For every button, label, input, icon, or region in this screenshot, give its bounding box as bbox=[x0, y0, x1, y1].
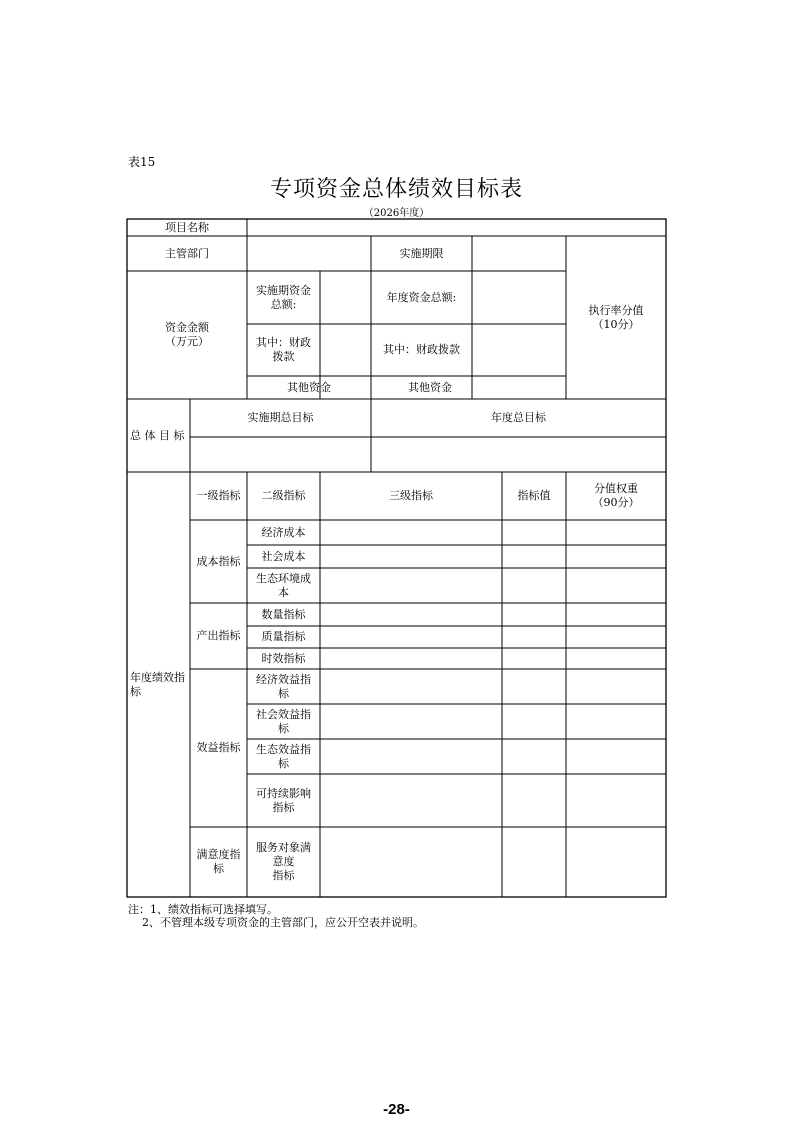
level2-ecological-cost: 生态环境成 本 bbox=[256, 571, 311, 599]
level2-economic-cost: 经济成本 bbox=[261, 525, 306, 539]
level1-satisfaction: 满意度指 标 bbox=[196, 848, 241, 875]
label-period-other: 其他资金 bbox=[287, 380, 331, 394]
page-subtitle: （2026年度） bbox=[363, 208, 430, 219]
label-period: 实施期限 bbox=[399, 246, 444, 260]
header-level2: 二级指标 bbox=[261, 489, 306, 503]
level2-quantity: 数量指标 bbox=[261, 607, 306, 621]
label-overall-goal: 总 体 目 标 bbox=[130, 428, 185, 442]
label-exec-rate: 执行率分值 （10分） bbox=[588, 303, 644, 331]
label-funds: 资金金额 （万元） bbox=[165, 321, 209, 348]
header-indicator-value: 指标值 bbox=[517, 489, 551, 503]
level2-economic-benefit: 经济效益指 标 bbox=[256, 672, 311, 700]
level2-social-benefit: 社会效益指 标 bbox=[256, 707, 311, 735]
label-project-name: 项目名称 bbox=[165, 220, 209, 234]
header-weight: 分值权重 （90分） bbox=[592, 482, 640, 509]
level1-output: 产出指标 bbox=[196, 629, 241, 643]
level2-timeliness: 时效指标 bbox=[261, 651, 306, 665]
header-level1: 一级指标 bbox=[196, 489, 241, 503]
note-1: 注：1、绩效指标可选择填写。 bbox=[128, 903, 278, 916]
level2-social-cost: 社会成本 bbox=[261, 549, 306, 563]
note-2: 2、不管理本级专项资金的主管部门，应公开空表并说明。 bbox=[128, 916, 424, 929]
label-annual-total: 年度资金总额: bbox=[386, 290, 457, 304]
label-department: 主管部门 bbox=[165, 246, 209, 260]
label-period-fiscal: 其中：财政 拨款 bbox=[256, 336, 311, 363]
label-annual-fiscal: 其中：财政拨款 bbox=[383, 343, 460, 357]
header-level3: 三级指标 bbox=[389, 489, 433, 503]
level2-ecological-benefit: 生态效益指 标 bbox=[256, 742, 311, 770]
label-annual-other: 其他资金 bbox=[408, 380, 452, 394]
notes bbox=[128, 903, 424, 929]
page-number: -28- bbox=[383, 1101, 410, 1118]
level2-service-satisfaction: 服务对象满 意度 指标 bbox=[256, 841, 311, 882]
label-period-total: 实施期资金 总额: bbox=[256, 283, 311, 311]
label-period-goal: 实施期总目标 bbox=[247, 411, 314, 425]
level2-sustainability: 可持续影响 指标 bbox=[256, 786, 311, 814]
table-id: 表15 bbox=[128, 155, 156, 169]
level1-benefit: 效益指标 bbox=[196, 741, 241, 755]
page-title: 专项资金总体绩效目标表 bbox=[269, 177, 523, 202]
level1-cost: 成本指标 bbox=[196, 554, 241, 568]
label-annual-indicators: 年度绩效指 标 bbox=[130, 670, 185, 698]
level2-quality: 质量指标 bbox=[261, 630, 306, 644]
label-annual-goal: 年度总目标 bbox=[491, 411, 546, 425]
